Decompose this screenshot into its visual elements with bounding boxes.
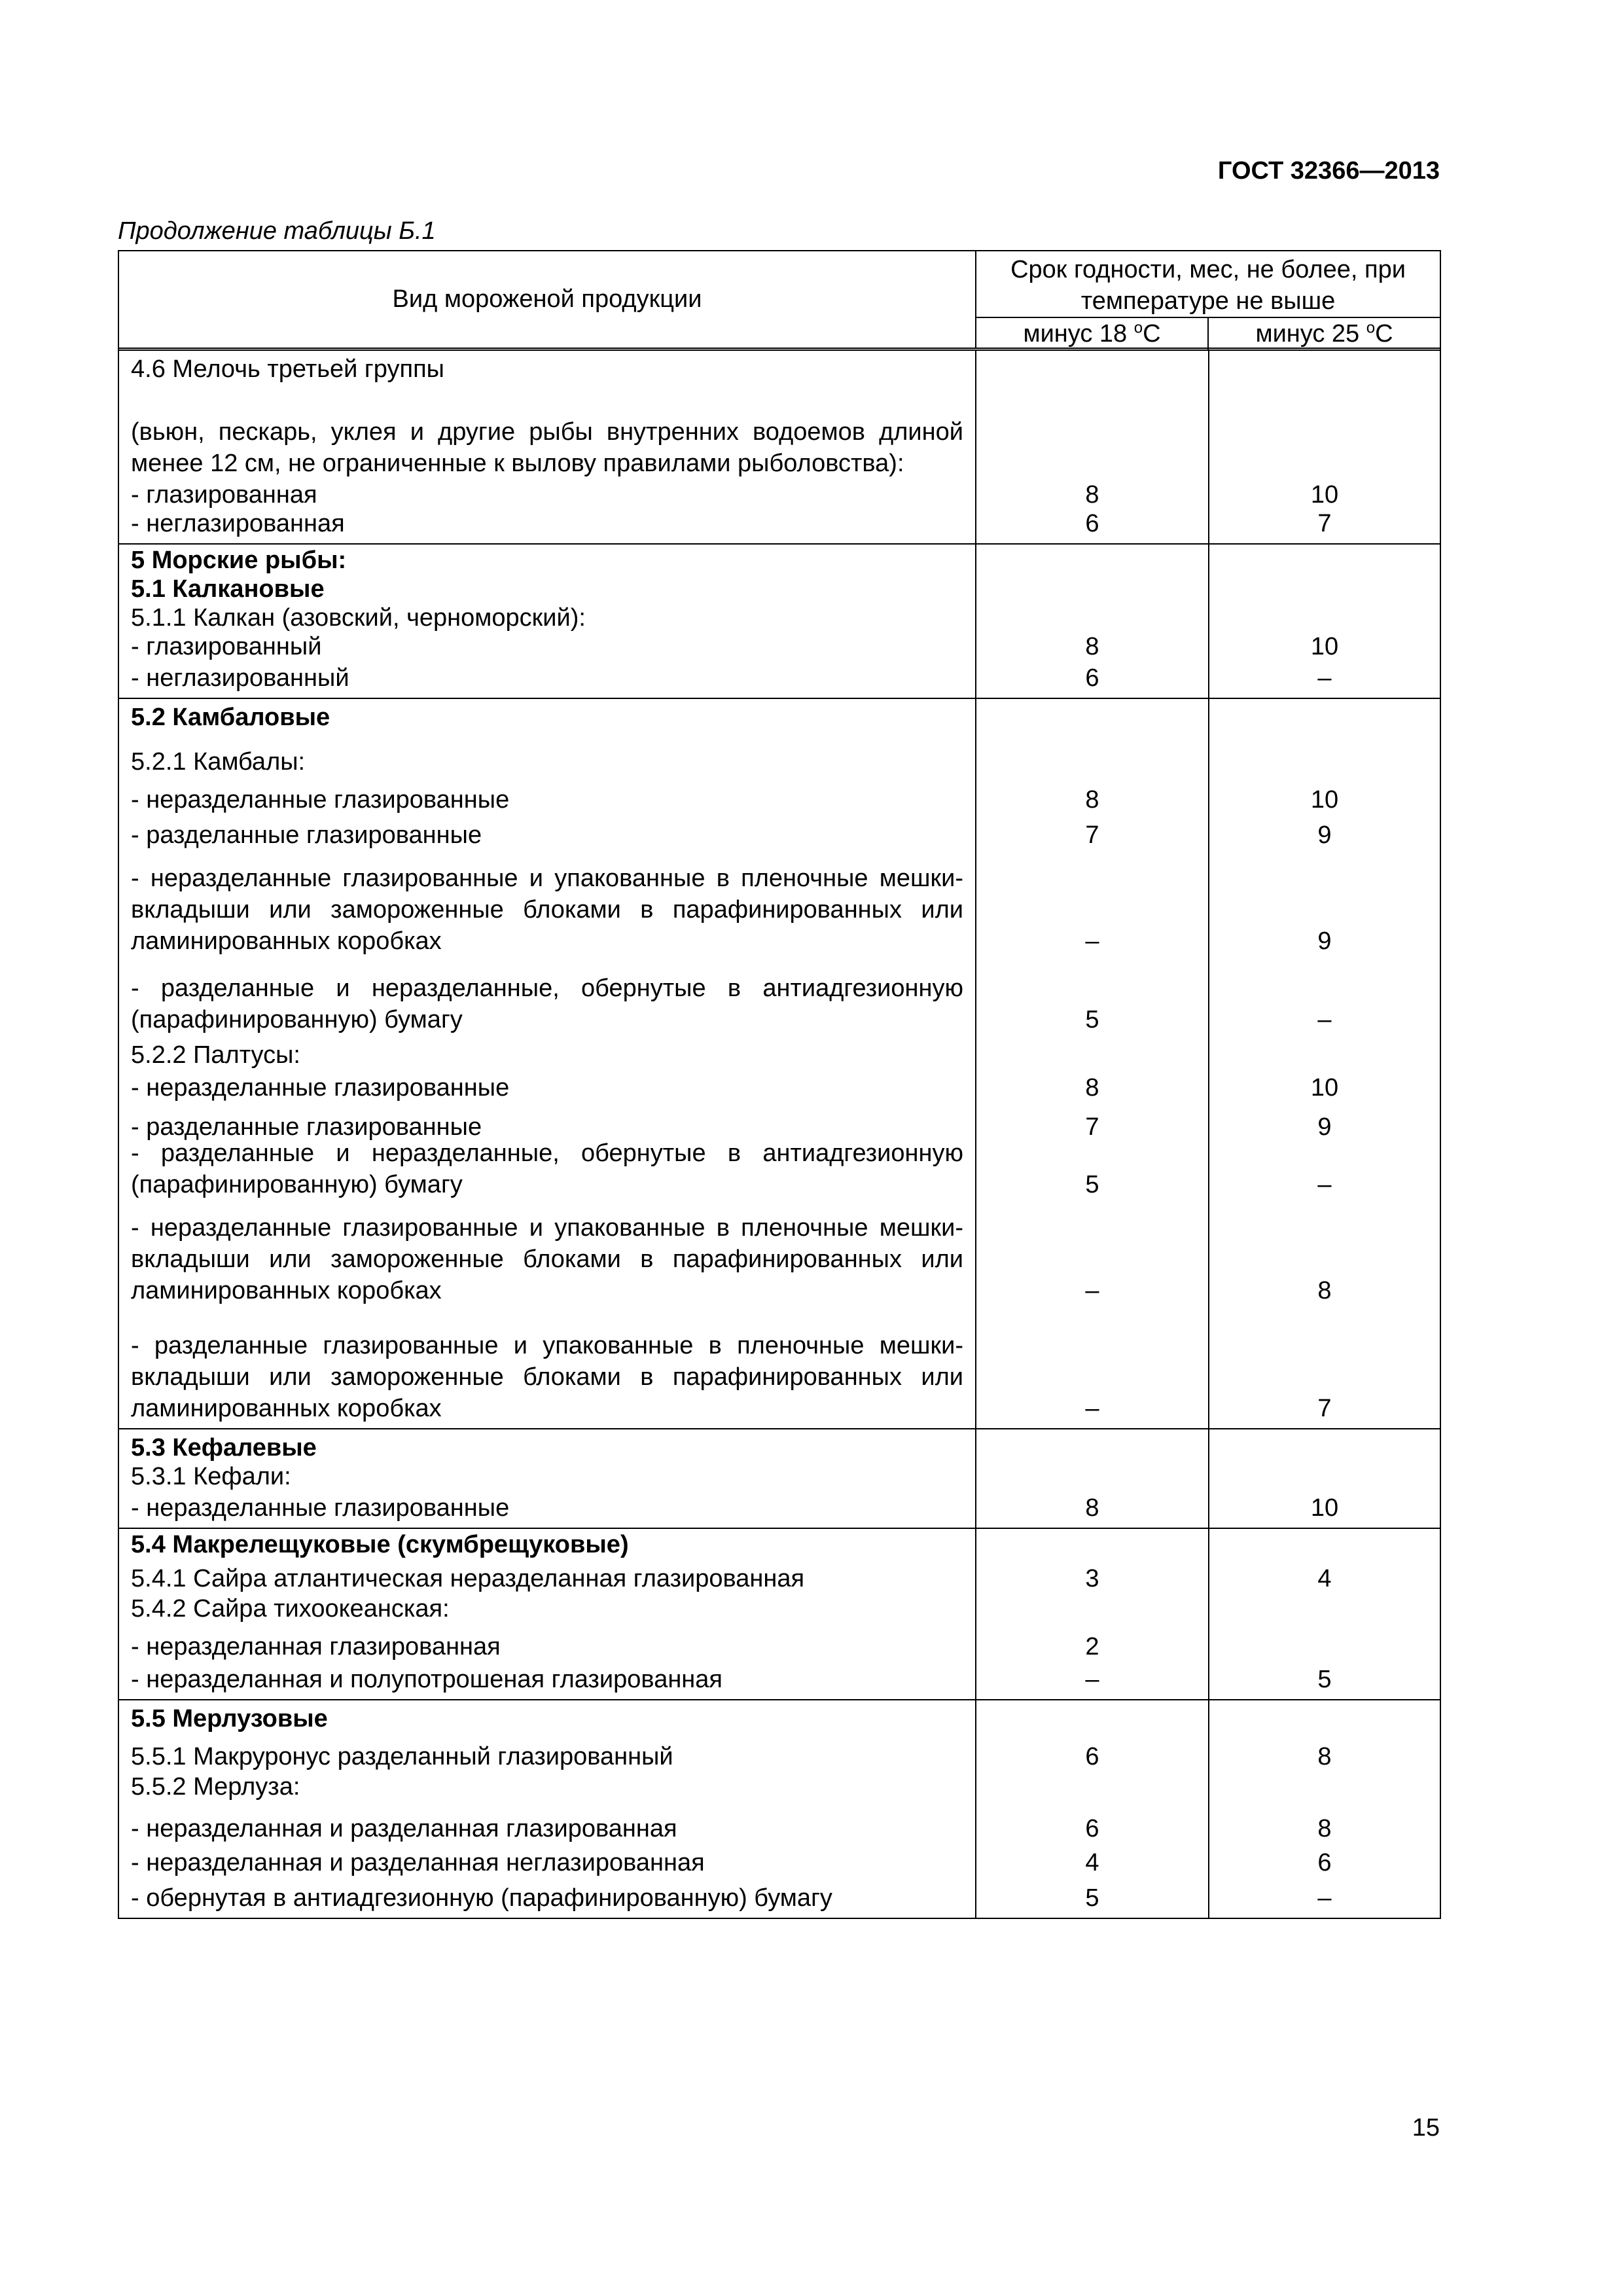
product-cell bbox=[119, 351, 976, 543]
value-minus-18 bbox=[976, 605, 1208, 634]
value-minus-25 bbox=[1209, 605, 1440, 634]
value-cell-25 bbox=[1209, 351, 1440, 543]
table-block bbox=[119, 699, 1440, 1429]
value-minus-18 bbox=[976, 1432, 1208, 1463]
value-minus-25 bbox=[1209, 547, 1440, 576]
product-text: - неразделанная и разделанная глазированная bbox=[131, 1815, 677, 1842]
value-minus-25: 6 bbox=[1317, 1849, 1332, 1876]
product-text: 5.5.1 Макруронус разделанный глазированный bbox=[131, 1743, 673, 1770]
value-minus-18: 3 bbox=[1085, 1565, 1099, 1592]
product-text: 5.1 Калкановые bbox=[131, 575, 325, 603]
product-text: - неразделанная и полупотрошеная глазированная bbox=[131, 1666, 723, 1693]
value-minus-25 bbox=[1209, 1594, 1440, 1624]
product-text: (вьюн, пескарь, уклея и другие рыбы внутренних водоемов длиной менее 12 см, не ограниченные к вылову правилами рыболовства): bbox=[131, 418, 963, 477]
temp2-unit: С bbox=[1375, 320, 1393, 348]
table-row-label bbox=[131, 634, 963, 662]
product-text: - разделанные и неразделанные, обернутые в антиадгезионную (парафинированную) бумагу bbox=[131, 975, 963, 1033]
product-cell bbox=[119, 1700, 976, 1918]
table-row-label bbox=[131, 511, 963, 539]
value-cell-25 bbox=[1209, 545, 1440, 698]
product-column-header: Вид мороженой продукции bbox=[119, 251, 976, 348]
value-cell-25 bbox=[1209, 1529, 1440, 1699]
product-cell bbox=[119, 1529, 976, 1699]
table-row-label bbox=[131, 1734, 963, 1772]
value-minus-25 bbox=[1209, 353, 1440, 385]
table-row-label bbox=[131, 778, 963, 816]
product-text: 5 Морские рыбы: bbox=[131, 547, 347, 574]
table-row-label bbox=[131, 702, 963, 733]
temp1-prefix: минус 18 bbox=[1023, 320, 1134, 348]
product-text: - разделанные глазированные bbox=[131, 821, 482, 849]
value-minus-18 bbox=[976, 1463, 1208, 1492]
value-minus-25: 8 bbox=[1317, 1815, 1332, 1842]
product-text: 5.2.2 Палтусы: bbox=[131, 1041, 300, 1069]
table-block bbox=[119, 1700, 1440, 1918]
value-minus-25: 9 bbox=[1317, 927, 1332, 955]
product-text: - неглазированный bbox=[131, 664, 349, 692]
value-minus-25: 10 bbox=[1310, 786, 1339, 814]
value-minus-18 bbox=[976, 576, 1208, 605]
value-minus-18: 8 bbox=[1085, 481, 1099, 509]
value-minus-18: – bbox=[1085, 927, 1099, 955]
product-text: - неразделанные глазированные и упакованные в пленочные мешки-вкладыши или замороженные блоками в парафинированных или ламинированных коробках bbox=[131, 1214, 963, 1304]
product-text: 5.1.1 Калкан (азовский, черноморский): bbox=[131, 604, 586, 632]
value-minus-25: 10 bbox=[1310, 1074, 1339, 1102]
table-caption: Продолжение таблицы Б.1 bbox=[118, 217, 436, 245]
value-minus-25 bbox=[1209, 1532, 1440, 1560]
value-minus-25: 9 bbox=[1317, 821, 1332, 849]
product-text: 5.3.1 Кефали: bbox=[131, 1463, 291, 1490]
value-minus-18: 8 bbox=[1085, 1074, 1099, 1102]
value-minus-25: 10 bbox=[1310, 1494, 1339, 1522]
value-minus-18 bbox=[976, 1772, 1208, 1803]
table-row-label bbox=[131, 353, 963, 385]
shelf-life-table bbox=[118, 250, 1441, 1919]
value-minus-18: 6 bbox=[1085, 1815, 1099, 1842]
value-cell-25 bbox=[1209, 1700, 1440, 1918]
table-row-label bbox=[131, 1432, 963, 1463]
product-text: - глазированная bbox=[131, 481, 317, 509]
value-minus-18: – bbox=[1085, 1666, 1099, 1693]
standard-number: ГОСТ 32366—2013 bbox=[1217, 157, 1440, 185]
temp-minus-25-header bbox=[1209, 318, 1440, 350]
value-cell-18 bbox=[976, 545, 1209, 698]
value-minus-25: – bbox=[1317, 1884, 1332, 1912]
table-row-label bbox=[131, 1071, 963, 1103]
value-minus-25 bbox=[1209, 733, 1440, 778]
product-text: 5.4 Макрелещуковые (скумбрещуковые) bbox=[131, 1531, 629, 1558]
product-text: 5.4.2 Сайра тихоокеанская: bbox=[131, 1595, 450, 1623]
value-minus-18: 5 bbox=[1085, 1884, 1099, 1912]
value-minus-18 bbox=[976, 353, 1208, 385]
product-text: 4.6 Мелочь третьей группы bbox=[131, 355, 444, 383]
table-row-label bbox=[131, 1624, 963, 1662]
table-row-label bbox=[131, 1532, 963, 1560]
value-minus-25 bbox=[1209, 1624, 1440, 1662]
product-text: - неразделанные глазированные bbox=[131, 786, 510, 814]
table-row-label bbox=[131, 957, 963, 1035]
table-row-label bbox=[131, 816, 963, 851]
table-block bbox=[119, 1429, 1440, 1529]
table-row-label bbox=[131, 1139, 963, 1200]
value-minus-18 bbox=[976, 1703, 1208, 1734]
value-minus-25: – bbox=[1317, 1171, 1332, 1198]
value-minus-18: 8 bbox=[1085, 633, 1099, 660]
table-row-label bbox=[131, 1662, 963, 1695]
product-text: - разделанные и неразделанные, обернутые в антиадгезионную (парафинированную) бумагу bbox=[131, 1139, 963, 1198]
value-minus-25: 4 bbox=[1317, 1565, 1332, 1592]
product-text: 5.2 Камбаловые bbox=[131, 704, 330, 731]
table-block bbox=[119, 545, 1440, 699]
product-text: - неразделанные глазированные bbox=[131, 1494, 510, 1522]
product-text: 5.2.1 Камбалы: bbox=[131, 748, 306, 776]
value-minus-25: 8 bbox=[1317, 1277, 1332, 1304]
temp2-degree: о bbox=[1366, 319, 1376, 337]
value-minus-18 bbox=[976, 1594, 1208, 1624]
page-number: 15 bbox=[1412, 2114, 1440, 2142]
table-row-label bbox=[131, 547, 963, 576]
value-minus-25 bbox=[1209, 385, 1440, 479]
value-minus-25 bbox=[1209, 1772, 1440, 1803]
value-minus-18 bbox=[976, 702, 1208, 733]
value-cell-18 bbox=[976, 1429, 1209, 1528]
table-row-label bbox=[131, 1306, 963, 1424]
table-row-label bbox=[131, 1878, 963, 1914]
value-minus-18: 6 bbox=[1085, 510, 1099, 537]
value-cell-18 bbox=[976, 1700, 1209, 1918]
product-text: 5.3 Кефалевые bbox=[131, 1434, 317, 1462]
value-minus-25 bbox=[1209, 1035, 1440, 1071]
value-minus-18 bbox=[976, 1532, 1208, 1560]
table-block bbox=[119, 351, 1440, 545]
table-row-label bbox=[131, 1492, 963, 1524]
value-minus-18: 4 bbox=[1085, 1849, 1099, 1876]
value-minus-25: 5 bbox=[1317, 1666, 1332, 1693]
value-minus-25 bbox=[1209, 1703, 1440, 1734]
shelf-life-header-group bbox=[976, 251, 1440, 348]
table-row-label bbox=[131, 385, 963, 479]
value-cell-18 bbox=[976, 351, 1209, 543]
temperature-headers bbox=[976, 318, 1440, 350]
product-cell bbox=[119, 699, 976, 1428]
value-minus-25 bbox=[1209, 576, 1440, 605]
value-minus-25: – bbox=[1317, 1006, 1332, 1033]
product-text: - обернутая в антиадгезионную (парафинированную) бумагу bbox=[131, 1884, 832, 1912]
value-minus-18: 5 bbox=[1085, 1006, 1099, 1033]
value-cell-25 bbox=[1209, 699, 1440, 1428]
value-minus-18 bbox=[976, 733, 1208, 778]
value-minus-25 bbox=[1209, 1432, 1440, 1463]
table-row-label bbox=[131, 1803, 963, 1844]
product-text: 5.5 Мерлузовые bbox=[131, 1705, 328, 1732]
product-text: - неразделанные глазированные bbox=[131, 1074, 510, 1102]
product-text: - неразделанная и разделанная неглазированная bbox=[131, 1849, 705, 1876]
value-minus-18: 7 bbox=[1085, 821, 1099, 849]
value-minus-25: – bbox=[1317, 664, 1332, 692]
value-minus-25: 7 bbox=[1317, 510, 1332, 537]
value-minus-18 bbox=[976, 1035, 1208, 1071]
table-row-label bbox=[131, 1703, 963, 1734]
value-minus-25: 7 bbox=[1317, 1395, 1332, 1422]
value-minus-18: 6 bbox=[1085, 664, 1099, 692]
product-text: - разделанные глазированные bbox=[131, 1113, 482, 1141]
product-text: - неразделанная глазированная bbox=[131, 1633, 501, 1660]
value-minus-25: 10 bbox=[1310, 633, 1339, 660]
value-cell-18 bbox=[976, 1529, 1209, 1699]
value-minus-25: 8 bbox=[1317, 1743, 1332, 1770]
table-row-label bbox=[131, 733, 963, 778]
value-minus-18 bbox=[976, 385, 1208, 479]
table-row-label bbox=[131, 1560, 963, 1594]
value-minus-18: 7 bbox=[1085, 1113, 1099, 1141]
value-minus-18: – bbox=[1085, 1277, 1099, 1304]
table-row-label bbox=[131, 1463, 963, 1492]
value-minus-18: 8 bbox=[1085, 786, 1099, 814]
value-minus-18: 6 bbox=[1085, 1743, 1099, 1770]
table-header bbox=[119, 251, 1440, 351]
table-block bbox=[119, 1529, 1440, 1700]
table-row-label bbox=[131, 1772, 963, 1803]
table-row-label bbox=[131, 1103, 963, 1143]
value-cell-25 bbox=[1209, 1429, 1440, 1528]
product-cell bbox=[119, 1429, 976, 1528]
product-text: 5.5.2 Мерлуза: bbox=[131, 1773, 300, 1801]
value-minus-25: 9 bbox=[1317, 1113, 1332, 1141]
table-body bbox=[119, 351, 1440, 1918]
temp-minus-18-header bbox=[976, 318, 1209, 350]
product-cell bbox=[119, 545, 976, 698]
temp1-degree: о bbox=[1133, 319, 1143, 337]
value-minus-18: 5 bbox=[1085, 1171, 1099, 1198]
table-row-label bbox=[131, 851, 963, 957]
temp2-prefix: минус 25 bbox=[1255, 320, 1366, 348]
table-row-label bbox=[131, 662, 963, 694]
value-minus-25 bbox=[1209, 1463, 1440, 1492]
product-text: - разделанные глазированные и упакованные в пленочные мешки-вкладыши или замороженные блоками в парафинированных или ламинированных коробках bbox=[131, 1332, 963, 1422]
table-row-label bbox=[131, 1035, 963, 1071]
table-row-label bbox=[131, 1200, 963, 1306]
shelf-life-header: Срок годности, мес, не более, при температуре не выше bbox=[976, 251, 1440, 318]
temp1-unit: С bbox=[1143, 320, 1161, 348]
value-minus-18: 2 bbox=[1085, 1633, 1099, 1660]
value-minus-18: – bbox=[1085, 1395, 1099, 1422]
product-text: 5.4.1 Сайра атлантическая неразделанная глазированная bbox=[131, 1565, 805, 1592]
table-row-label bbox=[131, 1594, 963, 1624]
value-minus-25: 10 bbox=[1310, 481, 1339, 509]
table-row-label bbox=[131, 576, 963, 605]
product-text: - неглазированная bbox=[131, 510, 345, 537]
table-row-label bbox=[131, 1844, 963, 1878]
product-text: - неразделанные глазированные и упакованные в пленочные мешки-вкладыши или замороженные блоками в парафинированных или ламинированных коробках bbox=[131, 865, 963, 955]
product-text: - глазированный bbox=[131, 633, 322, 660]
value-minus-25 bbox=[1209, 702, 1440, 733]
value-minus-18 bbox=[976, 547, 1208, 576]
value-minus-18: 8 bbox=[1085, 1494, 1099, 1522]
table-row-label bbox=[131, 479, 963, 511]
value-cell-18 bbox=[976, 699, 1209, 1428]
table-row-label bbox=[131, 605, 963, 634]
